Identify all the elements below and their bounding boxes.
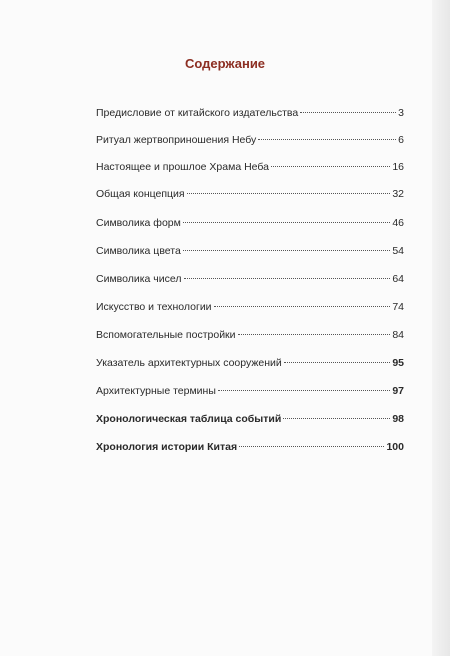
dot-leader: [300, 112, 396, 113]
dot-leader: [239, 446, 384, 447]
toc-entry-page: 64: [392, 273, 404, 285]
toc-entry-label: Архитектурные термины: [96, 385, 216, 397]
toc-entry-label: Ритуал жертвоприношения Небу: [96, 134, 257, 146]
toc-title: Содержание: [184, 56, 266, 71]
toc-entry: [96, 106, 404, 120]
toc-entry-label: Указатель архитектурных сооружений: [96, 357, 282, 369]
toc-entry: [96, 133, 404, 147]
toc-entry: [96, 187, 404, 201]
toc-entry-label: Хронологическая таблица событий: [96, 413, 282, 425]
dot-leader: [238, 334, 391, 335]
toc-entry-page: 74: [392, 301, 404, 313]
toc-entry-label: Предисловие от китайского издательства: [96, 107, 299, 119]
toc-entry-label: Символика чисел: [96, 273, 182, 285]
dot-leader: [187, 193, 391, 194]
toc-entry: [96, 300, 404, 314]
toc-entry: [96, 384, 404, 398]
toc-entry: [96, 272, 404, 286]
toc-entry-label: Символика форм: [96, 217, 181, 229]
toc-entry-page: 100: [386, 441, 404, 453]
dot-leader: [214, 306, 391, 307]
toc-entry-page: 3: [398, 107, 404, 119]
toc-entry-label: Хронология истории Китая: [96, 441, 238, 453]
toc-entry-page: 16: [392, 161, 404, 173]
dot-leader: [258, 139, 396, 140]
toc-entry-page: 84: [392, 329, 404, 341]
toc-entry: [96, 160, 404, 174]
toc-entry: [96, 440, 404, 454]
toc-entry: [96, 328, 404, 342]
toc-entry-page: 98: [392, 413, 404, 425]
toc-entry-label: Искусство и технологии: [96, 301, 212, 313]
toc-entry: [96, 412, 404, 426]
dot-leader: [184, 278, 391, 279]
dot-leader: [183, 222, 390, 223]
dot-leader: [271, 166, 390, 167]
toc-entry-page: 6: [398, 134, 404, 146]
toc-entry-page: 46: [392, 217, 404, 229]
toc-entry-page: 95: [392, 357, 404, 369]
toc-entry: [96, 216, 404, 230]
toc-entry-page: 97: [392, 385, 404, 397]
toc-entry: [96, 244, 404, 258]
dot-leader: [283, 418, 390, 419]
toc-entry-page: 32: [392, 188, 404, 200]
toc-entry-page: 54: [392, 245, 404, 257]
dot-leader: [218, 390, 390, 391]
toc-entry-label: Настоящее и прошлое Храма Неба: [96, 161, 269, 173]
toc-entry: [96, 356, 404, 370]
dot-leader: [183, 250, 391, 251]
page-edge: [432, 0, 450, 656]
toc-entry-label: Символика цвета: [96, 245, 181, 257]
toc-entry-label: Вспомогательные постройки: [96, 329, 236, 341]
toc-entry-label: Общая концепция: [96, 188, 185, 200]
dot-leader: [284, 362, 391, 363]
